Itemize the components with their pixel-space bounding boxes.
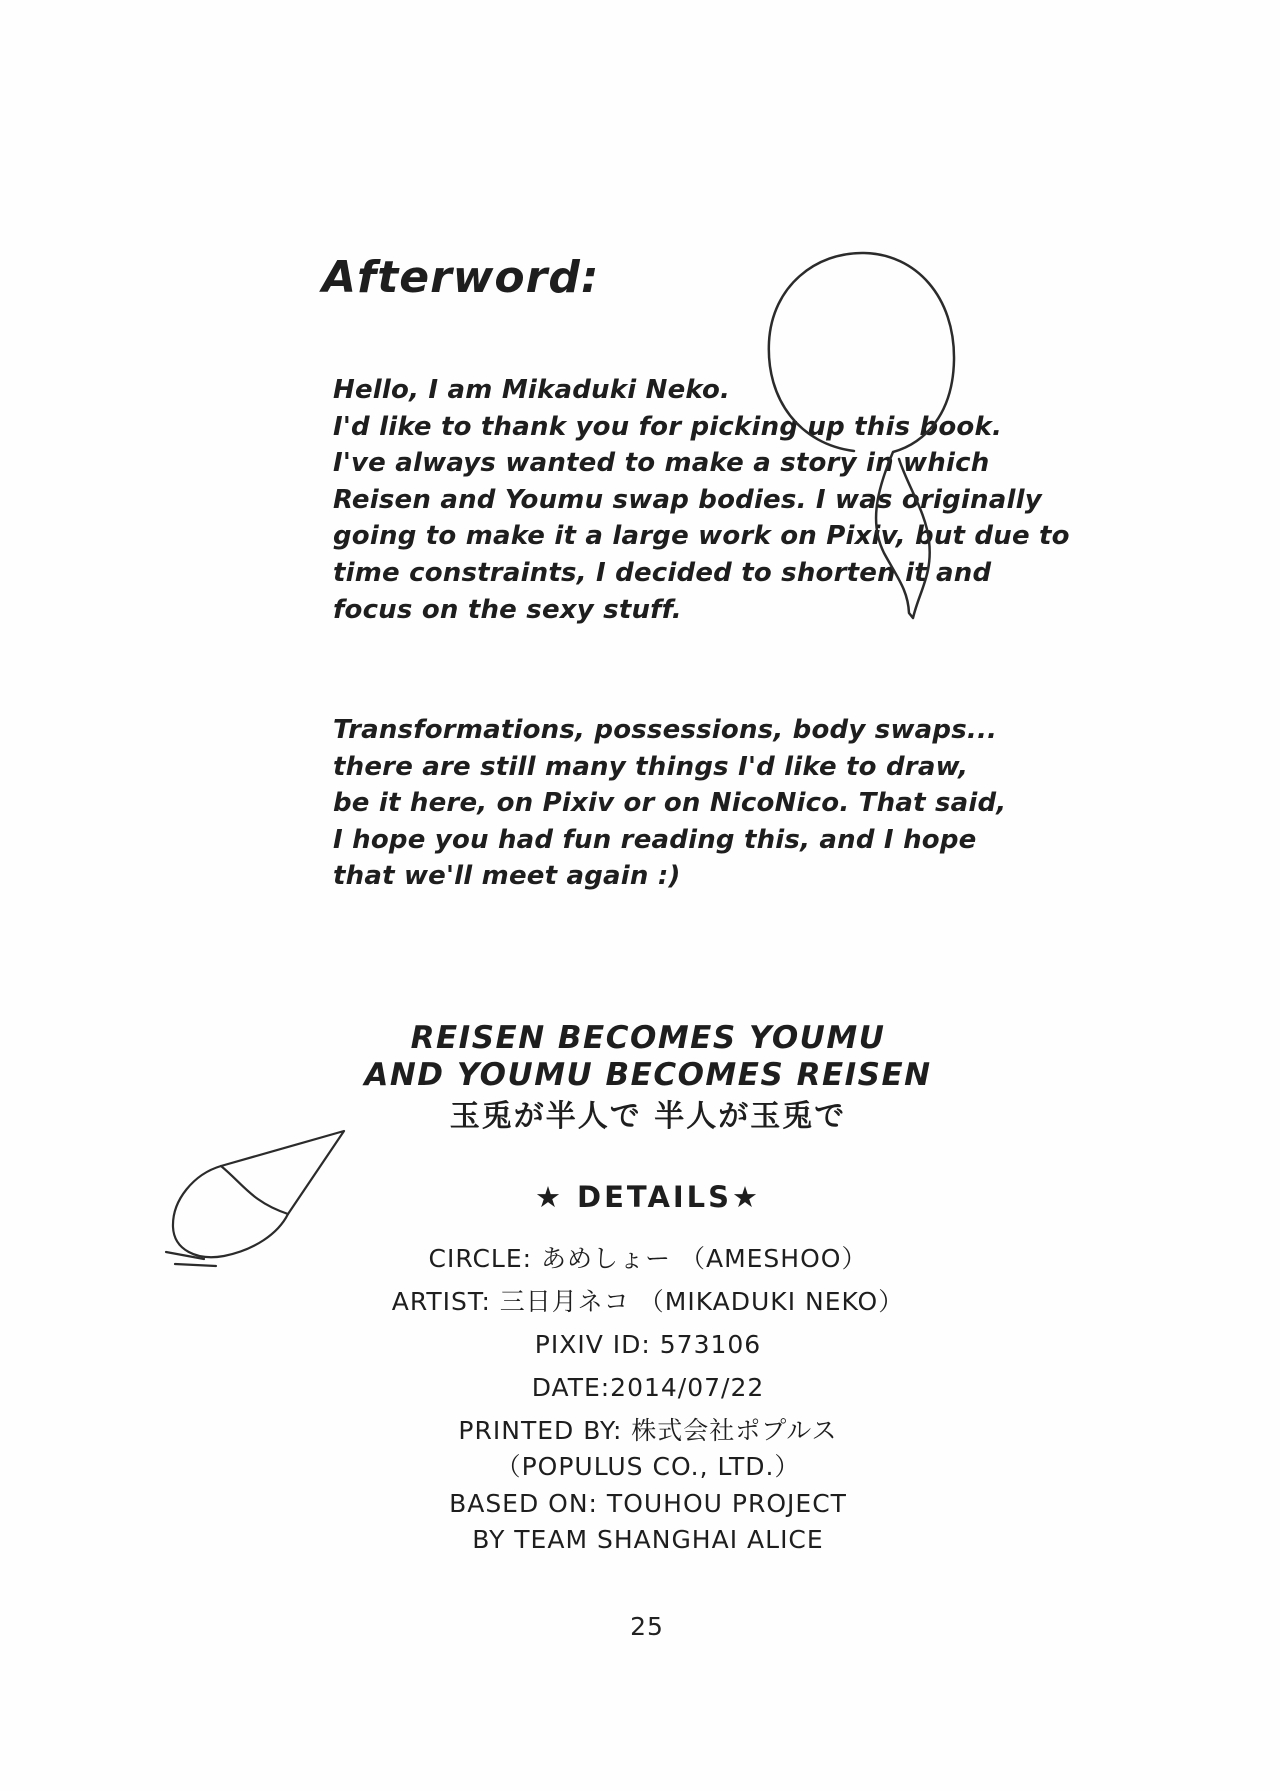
- paragraph-line: Reisen and Youmu swap bodies. I was originally: [333, 484, 1042, 515]
- book-title-english-line1: REISEN BECOMES YOUMU: [410, 1020, 886, 1056]
- paragraph-line: I'd like to thank you for picking up this book.: [333, 411, 1003, 442]
- paragraph-line: that we'll meet again :): [333, 861, 681, 892]
- book-title-english-line2: AND YOUMU BECOMES REISEN: [364, 1057, 932, 1093]
- afterword-title: Afterword:: [322, 252, 600, 303]
- book-title: [248, 1020, 1048, 1137]
- details-row-printer: PRINTED BY: 株式会社ポプルス: [458, 1416, 838, 1445]
- paragraph-line: focus on the sexy stuff.: [333, 594, 682, 625]
- details-list: [248, 1237, 1048, 1555]
- ghost-doodle-icon: [769, 253, 954, 618]
- details-row-based-on: BASED ON: TOUHOU PROJECT: [449, 1489, 847, 1518]
- details-row-date: DATE:2014/07/22: [531, 1373, 765, 1402]
- details-heading: ★ DETAILS★: [534, 1180, 762, 1214]
- paragraph-line: I hope you had fun reading this, and I hope: [333, 824, 977, 855]
- paragraph-line: there are still many things I'd like to draw,: [333, 751, 969, 782]
- details-row-circle: CIRCLE: あめしょー （AMESHOO）: [428, 1244, 868, 1273]
- paragraph-line: time constraints, I decided to shorten it and: [333, 557, 992, 588]
- paragraph-line: going to make it a large work on Pixiv, but due to: [333, 521, 1070, 552]
- book-title-japanese: 玉兎が半人で 半人が玉兎で: [449, 1099, 847, 1134]
- details-row-pixiv-id: PIXIV ID: 573106: [534, 1330, 762, 1359]
- details-row-printer-cont: （POPULUS CO., LTD.）: [495, 1452, 801, 1481]
- paragraph-line: I've always wanted to make a story in which: [333, 448, 990, 479]
- page-number: 25: [630, 1612, 664, 1641]
- paragraph-line: Hello, I am Mikaduki Neko.: [333, 375, 731, 405]
- details-row-artist: ARTIST: 三日月ネコ （MIKADUKI NEKO）: [391, 1287, 905, 1316]
- paragraph-line: be it here, on Pixiv or on NicoNico. That said,: [333, 788, 1007, 819]
- paragraph-line: Transformations, possessions, body swaps...: [333, 715, 998, 745]
- details-row-based-on-cont: BY TEAM SHANGHAI ALICE: [472, 1525, 824, 1554]
